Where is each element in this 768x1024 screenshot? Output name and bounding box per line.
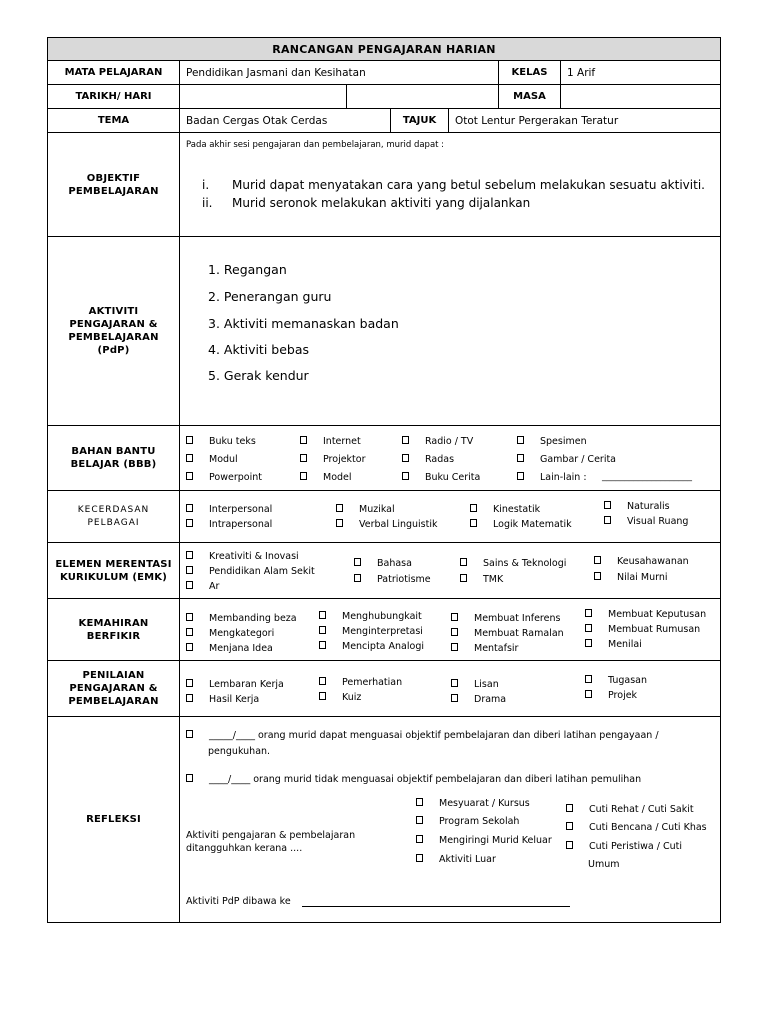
leave-checkbox-cont: Umum xyxy=(588,859,620,870)
assessment-checkbox[interactable]: Projek xyxy=(585,690,637,702)
postponed-text: Aktiviti pengajaran & pembelajaran xyxy=(186,830,356,841)
time-label: MASA xyxy=(499,85,561,108)
intelligence-checkbox[interactable]: Interpersonal xyxy=(186,504,272,516)
assessment-checkbox[interactable]: Hasil Kerja xyxy=(186,694,259,706)
activity-item: 2. Penerangan guru xyxy=(208,289,332,304)
objective-item-2: Murid seronok melakukan aktiviti yang dijalankan xyxy=(232,196,531,210)
reflection-mastered-checkbox[interactable]: _____/____ orang murid dapat menguasai objektif pembelajaran dan diberi latihan pengayaan / xyxy=(186,730,659,742)
assessment-checkbox[interactable]: Tugasan xyxy=(585,675,647,687)
assessment-checkbox[interactable]: Drama xyxy=(451,694,506,706)
objective-intro: Pada akhir sesi pengajaran dan pembelajaran, murid dapat : xyxy=(186,140,445,150)
assessment-content xyxy=(180,661,720,716)
thinking-checkbox[interactable]: Membanding beza xyxy=(186,613,297,625)
class-label: KELAS xyxy=(499,61,561,84)
subject-label: MATA PELAJARAN xyxy=(48,61,180,84)
emk-checkbox[interactable]: Ar xyxy=(186,581,219,593)
intelligence-checkbox[interactable]: Intrapersonal xyxy=(186,519,272,531)
thinking-content xyxy=(180,599,720,660)
reflection-not-mastered-checkbox[interactable]: ____/____ orang murid tidak menguasai objektif pembelajaran dan diberi latihan pemulihan xyxy=(186,774,641,786)
materials-row xyxy=(48,425,720,490)
emk-checkbox[interactable]: Pendidikan Alam Sekit xyxy=(186,566,315,578)
reason-checkbox[interactable]: Mengiringi Murid Keluar xyxy=(416,835,552,847)
assessment-label: PENILAIAN PENGAJARAN & PEMBELAJARAN xyxy=(48,661,180,716)
subject-row xyxy=(48,60,720,84)
materials-checkbox[interactable]: Buku teks xyxy=(186,436,256,448)
carried-blank-line[interactable] xyxy=(302,906,570,907)
leave-checkbox[interactable]: Cuti Peristiwa / Cuti xyxy=(566,841,682,853)
objective-label: OBJEKTIF PEMBELAJARAN xyxy=(48,133,180,236)
date-row xyxy=(48,84,720,108)
intelligence-checkbox[interactable]: Verbal Linguistik xyxy=(336,519,437,531)
leave-checkbox[interactable]: Cuti Bencana / Cuti Khas xyxy=(566,822,707,834)
emk-checkbox[interactable]: Patriotisme xyxy=(354,574,431,586)
objective-content xyxy=(180,133,720,236)
intelligence-checkbox[interactable]: Muzikal xyxy=(336,504,395,516)
intelligence-checkbox[interactable]: Kinestatik xyxy=(470,504,540,516)
date-label: TARIKH/ HARI xyxy=(48,85,180,108)
activity-item: 3. Aktiviti memanaskan badan xyxy=(208,316,399,331)
reason-checkbox[interactable]: Program Sekolah xyxy=(416,816,519,828)
intelligence-label: KECERDASAN PELBAGAI xyxy=(48,491,180,542)
assessment-checkbox[interactable]: Lembaran Kerja xyxy=(186,679,284,691)
thinking-label: KEMAHIRAN BERFIKIR xyxy=(48,599,180,660)
materials-checkbox[interactable]: Radas xyxy=(402,454,454,466)
materials-checkbox[interactable]: Internet xyxy=(300,436,361,448)
materials-checkbox[interactable]: Powerpoint xyxy=(186,472,262,484)
rph-form xyxy=(47,37,721,923)
thinking-checkbox[interactable]: Menjana Idea xyxy=(186,643,273,655)
emk-checkbox[interactable]: Sains & Teknologi xyxy=(460,558,566,570)
theme-label: TEMA xyxy=(48,109,180,132)
intelligence-checkbox[interactable]: Visual Ruang xyxy=(604,516,688,528)
thinking-checkbox[interactable]: Mengkategori xyxy=(186,628,274,640)
carried-label: Aktiviti PdP dibawa ke xyxy=(186,896,291,907)
emk-checkbox[interactable]: Kreativiti & Inovasi xyxy=(186,551,299,563)
subject-value[interactable]: Pendidikan Jasmani dan Kesihatan xyxy=(180,61,499,84)
time-value[interactable] xyxy=(561,85,720,108)
class-value[interactable]: 1 Arif xyxy=(567,66,596,79)
other-blank-line[interactable]: ____________________ xyxy=(602,472,692,482)
materials-checkbox[interactable]: Spesimen xyxy=(517,436,587,448)
intelligence-content xyxy=(180,491,720,542)
reason-checkbox[interactable]: Aktiviti Luar xyxy=(416,854,496,866)
assessment-checkbox[interactable]: Lisan xyxy=(451,679,499,691)
intelligence-checkbox[interactable]: Logik Matematik xyxy=(470,519,572,531)
activity-item: 1. Regangan xyxy=(208,262,287,277)
form-title: RANCANGAN PENGAJARAN HARIAN xyxy=(48,38,720,60)
title-row xyxy=(48,38,720,60)
emk-checkbox[interactable]: TMK xyxy=(460,574,503,586)
reflection-mastered-cont: pengukuhan. xyxy=(208,746,271,757)
materials-label: BAHAN BANTU BELAJAR (BBB) xyxy=(48,426,180,490)
materials-checkbox[interactable]: Modul xyxy=(186,454,238,466)
thinking-checkbox[interactable]: Menghubungkait xyxy=(319,611,422,623)
intelligence-row xyxy=(48,490,720,542)
materials-checkbox[interactable]: Buku Cerita xyxy=(402,472,480,484)
thinking-checkbox[interactable]: Mentafsir xyxy=(451,643,518,655)
reflection-content xyxy=(180,717,720,922)
thinking-checkbox[interactable]: Menilai xyxy=(585,639,642,651)
emk-checkbox[interactable]: Keusahawanan xyxy=(594,556,689,568)
reason-checkbox[interactable]: Mesyuarat / Kursus xyxy=(416,798,530,810)
activity-item: 4. Aktiviti bebas xyxy=(208,342,310,357)
objective-num-2: ii. xyxy=(202,196,213,210)
reflection-row xyxy=(48,716,720,922)
thinking-checkbox[interactable]: Membuat Keputusan xyxy=(585,609,706,621)
reflection-label: REFLEKSI xyxy=(48,717,180,922)
theme-row xyxy=(48,108,720,132)
emk-checkbox[interactable]: Bahasa xyxy=(354,558,412,570)
objective-num-1: i. xyxy=(202,178,210,192)
assessment-checkbox[interactable]: Pemerhatian xyxy=(319,677,402,689)
thinking-checkbox[interactable]: Membuat Ramalan xyxy=(451,628,564,640)
activities-row xyxy=(48,236,720,425)
emk-row xyxy=(48,542,720,598)
materials-checkbox[interactable]: Projektor xyxy=(300,454,366,466)
objective-row xyxy=(48,132,720,236)
activities-content xyxy=(180,237,720,425)
thinking-checkbox[interactable]: Membuat Inferens xyxy=(451,613,560,625)
emk-label: ELEMEN MERENTASI KURIKULUM (EMK) xyxy=(48,543,180,598)
materials-content xyxy=(180,426,720,490)
assessment-checkbox[interactable]: Kuiz xyxy=(319,692,361,704)
materials-checkbox[interactable]: Radio / TV xyxy=(402,436,473,448)
thinking-checkbox[interactable]: Membuat Rumusan xyxy=(585,624,700,636)
topic-value[interactable]: Otot Lentur Pergerakan Teratur xyxy=(455,114,619,127)
thinking-checkbox[interactable]: Mencipta Analogi xyxy=(319,641,424,653)
materials-checkbox[interactable]: Gambar / Cerita xyxy=(517,454,616,466)
activities-label: AKTIVITI PENGAJARAN & PEMBELAJARAN (PdP) xyxy=(48,237,180,425)
topic-label: TAJUK xyxy=(391,109,449,132)
thinking-checkbox[interactable]: Menginterpretasi xyxy=(319,626,423,638)
thinking-row xyxy=(48,598,720,660)
theme-value[interactable]: Badan Cergas Otak Cerdas xyxy=(180,109,391,132)
postponed-text-2: ditangguhkan kerana .... xyxy=(186,843,303,854)
emk-content xyxy=(180,543,720,598)
day-value[interactable] xyxy=(347,85,499,108)
materials-checkbox-other[interactable]: Lain-lain : xyxy=(517,472,587,484)
materials-checkbox[interactable]: Model xyxy=(300,472,352,484)
objective-item-1: Murid dapat menyatakan cara yang betul sebelum melakukan sesuatu aktiviti. xyxy=(232,178,705,192)
activity-item: 5. Gerak kendur xyxy=(208,368,309,383)
date-value[interactable] xyxy=(180,85,347,108)
assessment-row xyxy=(48,660,720,716)
emk-checkbox[interactable]: Nilai Murni xyxy=(594,572,667,584)
leave-checkbox[interactable]: Cuti Rehat / Cuti Sakit xyxy=(566,804,694,816)
intelligence-checkbox[interactable]: Naturalis xyxy=(604,501,670,513)
